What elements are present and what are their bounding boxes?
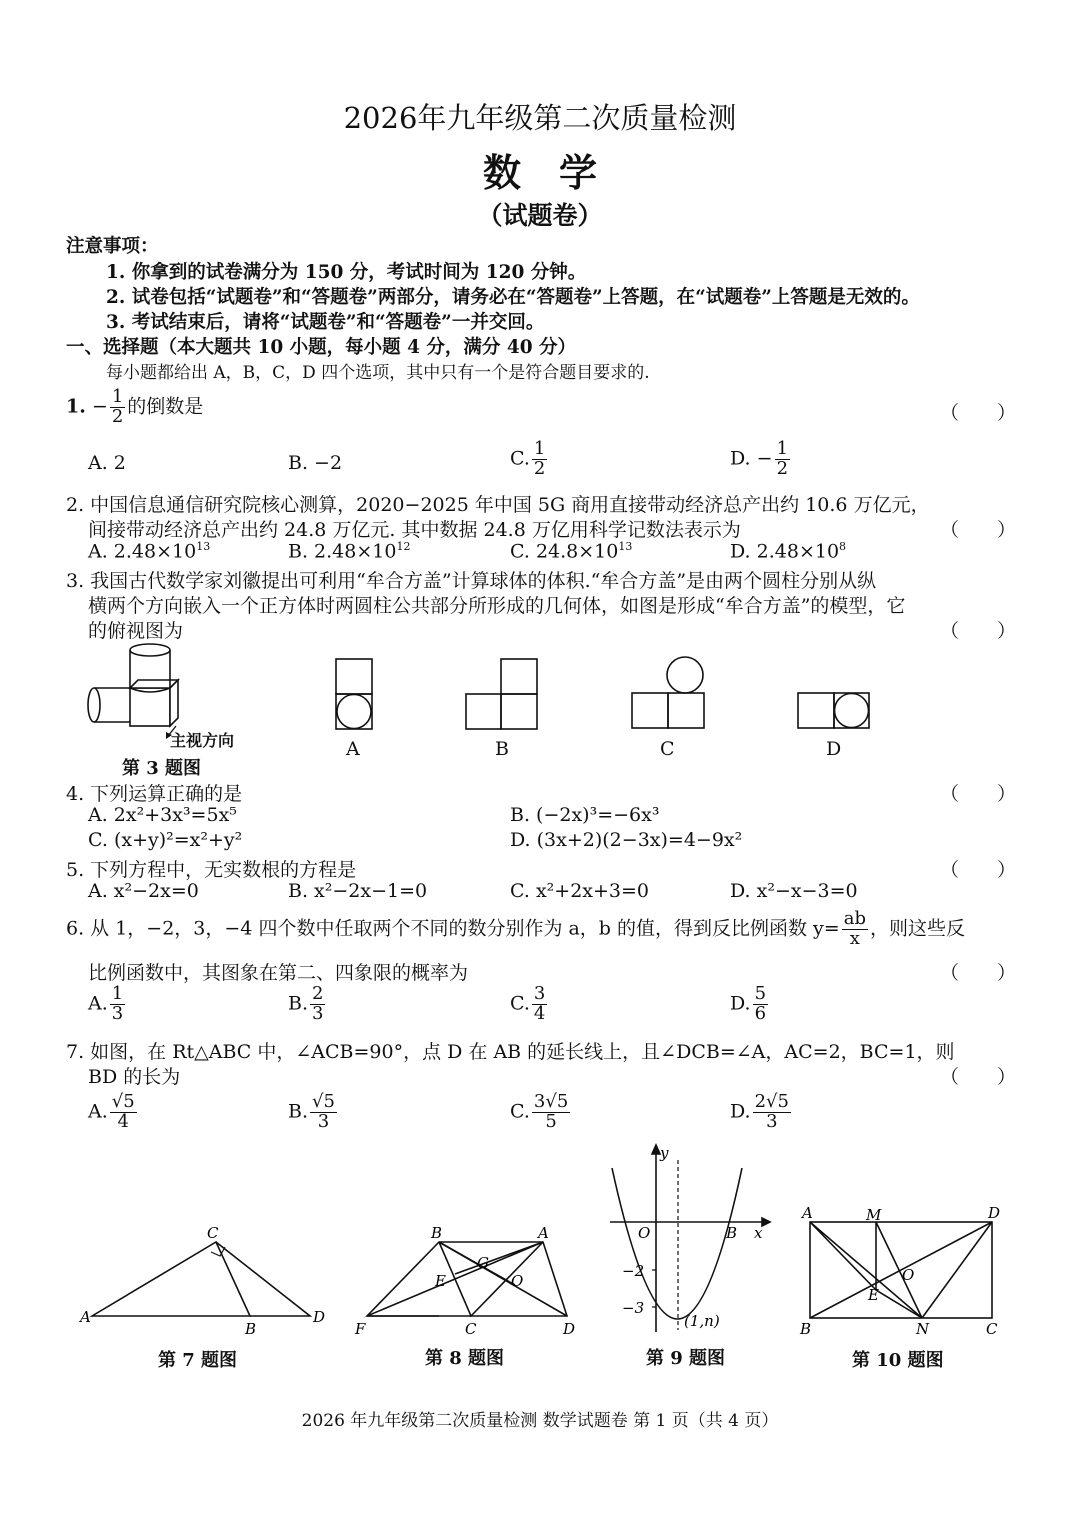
q5-stem: 5. 下列方程中，无实数根的方程是: [66, 859, 357, 881]
figure-9-caption: 第 9 题图: [646, 1348, 726, 1369]
q6-line-2: 比例函数中，其图象在第二、四象限的概率为: [88, 962, 469, 984]
q7-option-d: [730, 1093, 793, 1132]
q2-option-b: [288, 540, 410, 562]
q3-line-1: 3. 我国古代数学家刘徽提出可利用“牟合方盖”计算球体的体积.“牟合方盖”是由两个圆柱分别从纵: [66, 570, 877, 592]
figure-8: [355, 1224, 585, 1340]
q3-option-c-label: C: [660, 738, 675, 760]
q2-a-text: A. 2.48×10: [88, 540, 197, 563]
q1-number: 1.: [66, 395, 86, 418]
q6-answer-paren: （ ）: [939, 962, 1016, 984]
q1-option-a: A. 2: [88, 452, 126, 474]
section-title: 一、选择题（本大题共 10 小题，每小题 4 分，满分 40 分）: [66, 337, 577, 358]
q7-c-den: 5: [545, 1110, 557, 1132]
q1-stem-text: 的倒数是: [127, 395, 204, 418]
q7-d-num: 2√5: [754, 1091, 789, 1112]
q1-d-num: 1: [776, 438, 789, 459]
q7-a-den: 4: [117, 1110, 129, 1132]
q7-answer-paren: （ ）: [939, 1066, 1016, 1088]
q6-option-b: [288, 985, 327, 1024]
q1-minus: −: [91, 395, 108, 418]
q6-a-label: A.: [88, 992, 108, 1015]
q6-a-num: 1: [111, 983, 124, 1004]
fig8-label-b: B: [431, 1224, 443, 1242]
q7-option-b: [288, 1093, 339, 1132]
exam-title: 2026年九年级第二次质量检测: [343, 101, 737, 135]
fig10-label-n: N: [916, 1320, 930, 1338]
fig8-label-e: E: [435, 1272, 446, 1290]
figure-10-caption: 第 10 题图: [852, 1350, 944, 1371]
q6-c-den: 4: [533, 1002, 546, 1024]
q7-option-a: [88, 1093, 139, 1132]
q3-option-d-label: D: [826, 738, 842, 760]
q7-b-den: 3: [317, 1110, 330, 1132]
q3-line-2: 横两个方向嵌入一个正方体时两圆柱公共部分所形成的几何体，如图是形成“牟合方盖”的模型，它: [88, 595, 906, 617]
figure-8-caption: 第 8 题图: [425, 1348, 505, 1369]
fig9-label-minus3: −3: [622, 1299, 645, 1317]
q2-d-exp: 8: [839, 540, 847, 553]
q7-c-num: 3√5: [533, 1091, 569, 1112]
q6-line-1: [66, 910, 965, 949]
q6-line-1-end: ，则这些反: [869, 917, 965, 940]
fig10-label-e: E: [868, 1286, 879, 1304]
fig10-label-m: M: [866, 1206, 882, 1224]
fig10-label-c: C: [986, 1320, 998, 1338]
q6-b-num: 2: [312, 983, 324, 1004]
q1-fraction: [110, 388, 125, 427]
fig8-label-c: C: [465, 1320, 477, 1338]
q4-option-c: C. (x+y)²=x²+y²: [88, 829, 243, 851]
q5-option-d: D. x²−x−3=0: [730, 880, 858, 902]
q3-option-a-label: A: [346, 738, 360, 760]
q7-a-num: √5: [111, 1091, 135, 1112]
paper-subtitle: （试题卷）: [477, 201, 603, 230]
q4-answer-paren: （ ）: [939, 783, 1016, 805]
question-1-stem: [66, 388, 203, 427]
figure-7-caption: 第 7 题图: [158, 1350, 238, 1371]
q2-a-exp: 13: [196, 540, 211, 553]
q1-c-den: 2: [533, 457, 546, 479]
q7-line-2: BD 的长为: [88, 1066, 181, 1088]
q6-frac-den: x: [849, 927, 860, 949]
q1-d-label: D. −: [730, 447, 773, 470]
q2-line-1: 2. 中国信息通信研究院核心测算，2020−2025 年中国 5G 商用直接带动经济总产出约 10.6 万亿元，: [66, 494, 930, 516]
notice-item-1: 1. 你拿到的试卷满分为 150 分，考试时间为 120 分钟。: [106, 262, 587, 283]
q3-answer-paren: （ ）: [939, 620, 1016, 642]
q1-option-d: [730, 440, 792, 479]
q1-frac-num: 1: [111, 386, 124, 407]
q3-option-b-label: B: [495, 738, 509, 760]
q5-option-c: C. x²+2x+3=0: [510, 880, 650, 902]
q6-b-den: 3: [312, 1002, 324, 1024]
fig8-label-a: A: [538, 1224, 549, 1242]
q3-option-b-figure: [465, 658, 541, 730]
fig9-label-y: y: [660, 1144, 669, 1162]
q6-b-label: B.: [288, 992, 309, 1015]
figure-9: [610, 1140, 780, 1340]
section-intro: 每小题都给出 A，B，C，D 四个选项，其中只有一个是符合题目要求的.: [106, 363, 650, 383]
q1-answer-paren: （ ）: [939, 402, 1016, 424]
q3-view-direction-label: 主视方向: [170, 731, 235, 750]
q2-option-a: [88, 540, 210, 562]
q2-option-d: [730, 540, 846, 562]
q6-a-den: 3: [111, 1002, 124, 1024]
q6-c-num: 3: [533, 983, 546, 1004]
q7-d-den: 3: [766, 1110, 778, 1132]
q1-c-num: 1: [533, 438, 546, 459]
q1-c-label: C.: [510, 447, 530, 470]
fig9-label-x: x: [754, 1224, 763, 1242]
fig9-label-b: B: [726, 1224, 738, 1242]
q2-option-c: [510, 540, 632, 562]
fig10-label-a: A: [802, 1204, 813, 1222]
q1-option-b: B. −2: [288, 452, 343, 474]
fig9-label-vertex: (1,n): [684, 1312, 720, 1330]
q7-d-label: D.: [730, 1100, 751, 1123]
q4-option-d: D. (3x+2)(2−3x)=4−9x²: [510, 829, 743, 851]
q5-option-b: B. x²−2x−1=0: [288, 880, 428, 902]
q4-option-b: B. (−2x)³=−6x³: [510, 804, 660, 826]
page-footer: 2026 年九年级第二次质量检测 数学试题卷 第 1 页（共 4 页）: [301, 1411, 779, 1431]
fig10-label-o: O: [902, 1266, 915, 1284]
fig7-label-a: A: [80, 1308, 91, 1326]
fig7-label-b: B: [245, 1320, 257, 1338]
q6-c-label: C.: [510, 992, 530, 1015]
q1-d-den: 2: [776, 457, 789, 479]
q6-option-a: [88, 985, 127, 1024]
q3-caption: 第 3 题图: [122, 758, 202, 779]
fig8-label-g: G: [477, 1254, 489, 1272]
q6-d-label: D.: [730, 992, 751, 1015]
fig7-label-d: D: [313, 1308, 326, 1326]
notice-item-3: 3. 考试结束后，请将“试题卷”和“答题卷”一并交回。: [106, 312, 545, 333]
q5-answer-paren: （ ）: [939, 859, 1016, 881]
fig10-label-d: D: [988, 1204, 1001, 1222]
q2-c-exp: 13: [618, 540, 633, 553]
figure-7: [80, 1224, 330, 1340]
fig7-label-c: C: [207, 1224, 219, 1242]
fig9-label-minus2: −2: [622, 1262, 645, 1280]
fig8-label-o: O: [511, 1272, 524, 1290]
figure-10: [798, 1204, 1008, 1338]
subject-title: 数学: [482, 150, 635, 195]
q7-line-1: 7. 如图，在 Rt△ABC 中，∠ACB=90°，点 D 在 AB 的延长线上，且∠DCB=∠A，AC=2，BC=1，则: [66, 1041, 955, 1063]
q2-c-text: C. 24.8×10: [510, 540, 619, 563]
q3-option-d-figure: [797, 692, 873, 732]
q6-option-d: [730, 985, 770, 1024]
fig8-label-f: F: [355, 1320, 366, 1338]
q6-option-c: [510, 985, 549, 1024]
q6-d-num: 5: [754, 983, 767, 1004]
q2-answer-paren: （ ）: [939, 519, 1016, 541]
q2-b-exp: 12: [396, 540, 411, 553]
q1-option-c: [510, 440, 549, 479]
fig10-label-b: B: [800, 1320, 812, 1338]
q6-d-den: 6: [754, 1002, 767, 1024]
q5-option-a: A. x²−2x=0: [88, 880, 199, 902]
notice-item-2: 2. 试卷包括“试题卷”和“答题卷”两部分，请务必在“答题卷”上答题，在“试题卷”上答题是无效的。: [106, 287, 920, 308]
q7-b-label: B.: [288, 1100, 309, 1123]
q3-line-3: 的俯视图为: [88, 620, 184, 642]
q3-option-a-figure: [335, 658, 375, 730]
q7-c-label: C.: [510, 1100, 530, 1123]
q2-b-text: B. 2.48×10: [288, 540, 397, 563]
q2-line-2: 间接带动经济总产出约 24.8 万亿元. 其中数据 24.8 万亿用科学记数法表示为: [88, 519, 741, 541]
q4-stem: 4. 下列运算正确的是: [66, 783, 243, 805]
q6-line-1-text: 6. 从 1，−2，3，−4 四个数中任取两个不同的数分别作为 a，b 的值，得到反比例函数 y=: [66, 917, 840, 940]
q7-b-num: √5: [312, 1091, 335, 1112]
q3-option-c-figure: [631, 656, 707, 730]
notice-heading: 注意事项：: [66, 236, 159, 257]
q6-frac-num: ab: [843, 908, 866, 929]
fig9-label-o: O: [638, 1224, 651, 1242]
q7-a-label: A.: [88, 1100, 108, 1123]
fig8-label-d: D: [563, 1320, 576, 1338]
q7-option-c: [510, 1093, 572, 1132]
q1-frac-den: 2: [111, 405, 124, 427]
q2-d-text: D. 2.48×10: [730, 540, 840, 563]
q4-option-a: A. 2x²+3x³=5x⁵: [88, 804, 237, 826]
